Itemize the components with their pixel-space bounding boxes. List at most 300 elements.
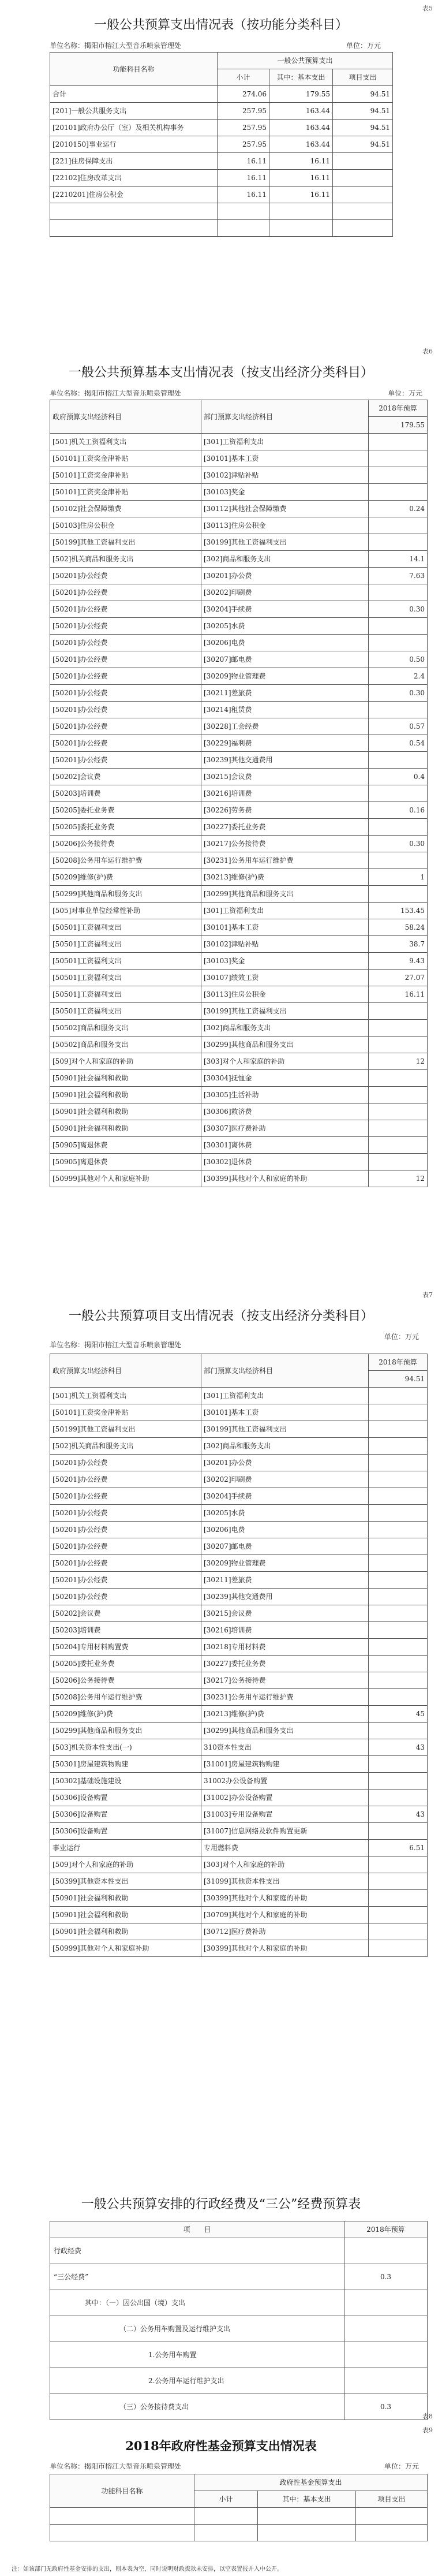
table-row [50, 170, 393, 187]
gov-subject: [50205]委托业务费 [50, 819, 201, 836]
dept-subject: [30218]专用材料费 [201, 1639, 369, 1656]
table-row [50, 1154, 428, 1170]
row-label: 2.公务用车运行维护支出 [50, 2368, 344, 2394]
row-project [333, 153, 393, 170]
amount [369, 752, 428, 769]
table-row [50, 1739, 428, 1756]
header-item: 功能科目名称 [50, 2474, 194, 2508]
table-row [50, 1589, 428, 1605]
amount: 43 [369, 1806, 428, 1823]
dept-subject: [30299]其他商品和服务支出 [201, 1037, 369, 1053]
table-row [50, 702, 428, 718]
table-row [50, 501, 428, 517]
gov-subject: [50102]社会保障缴费 [50, 501, 201, 517]
dept-subject: [30301]离休费 [201, 1137, 369, 1154]
gov-subject: [50905]离退休费 [50, 1137, 201, 1154]
table-row [50, 551, 428, 568]
gov-subject: [50201]办公经费 [50, 752, 201, 769]
gov-subject: [505]对事业单位经常性补助 [50, 903, 201, 919]
gov-subject: [50201]办公经费 [50, 1572, 201, 1589]
dept-subject: 专用燃料费 [201, 1840, 369, 1856]
row-name: [201]一般公共服务支出 [50, 103, 218, 120]
dept-subject: [30215]会议费 [201, 1605, 369, 1622]
gov-subject: [50201]办公经费 [50, 718, 201, 735]
amount [369, 1639, 428, 1656]
table-row [50, 1890, 428, 1907]
row-basic: 16.11 [269, 153, 333, 170]
gov-subject: [50101]工资奖金津补贴 [50, 450, 201, 467]
amount: 0.57 [369, 718, 428, 735]
table-row [50, 1037, 428, 1053]
amount [369, 1890, 428, 1907]
gov-subject: [50203]培训费 [50, 785, 201, 802]
gov-subject: [50201]办公经费 [50, 1555, 201, 1572]
header-group: 政府性基金预算支出 [194, 2474, 428, 2491]
table-row [50, 1756, 428, 1773]
gov-subject: [50502]商品和服务支出 [50, 1037, 201, 1053]
dept-subject: [30399]其他对个人和家庭的补助 [201, 1170, 369, 1187]
amount: 0.30 [369, 836, 428, 852]
gov-subject: [50201]办公经费 [50, 685, 201, 702]
unit-org: 单位名称：揭阳市榕江大型音乐喷泉管理处 [50, 389, 182, 397]
amount: 6.51 [369, 1840, 428, 1856]
unit-label: 单位：万元 [388, 389, 423, 397]
table-row [50, 1522, 428, 1538]
gov-subject: [50901]社会福利和救助 [50, 1120, 201, 1137]
amount [369, 467, 428, 484]
gov-subject: [50901]社会福利和救助 [50, 1890, 201, 1907]
project-expenditure-table [50, 1354, 428, 1957]
row-basic: 163.44 [269, 120, 333, 136]
table-number: 表6 [422, 348, 433, 355]
row-label: 其中：（一）因公出国（境）支出 [50, 2290, 344, 2316]
dept-subject: [30399]其他对个人和家庭的补助 [201, 1940, 369, 1957]
gov-subject: [50502]商品和服务支出 [50, 1020, 201, 1037]
table-row [50, 2264, 428, 2290]
row-basic: 16.11 [269, 187, 333, 203]
amount [369, 819, 428, 836]
gov-subject: [50306]设备购置 [50, 1823, 201, 1840]
table-row [50, 2342, 428, 2368]
table-row [50, 2394, 428, 2420]
row-amount [344, 2342, 428, 2368]
gov-subject: [501]机关工资福利支出 [50, 1388, 201, 1404]
table-row [50, 534, 428, 551]
dept-subject: [30205]水费 [201, 1505, 369, 1522]
dept-subject: [30101]基本工资 [201, 1404, 369, 1421]
table-row [50, 568, 428, 584]
amount [369, 534, 428, 551]
amount: 45 [369, 1706, 428, 1723]
dept-subject: [30206]电费 [201, 635, 369, 651]
dept-subject: [302]商品和服务支出 [201, 551, 369, 568]
table-row [50, 1505, 428, 1522]
table-row [50, 769, 428, 785]
amount [369, 1471, 428, 1488]
amount: 12 [369, 1170, 428, 1187]
dept-subject: [30209]物业管理费 [201, 668, 369, 685]
header-project: 项目支出 [356, 2491, 428, 2508]
amount [369, 1087, 428, 1104]
gov-subject: [50206]公务接待费 [50, 1672, 201, 1689]
table-row [50, 986, 428, 1003]
amount [369, 1488, 428, 1505]
dept-subject: [31001]房屋建筑物购建 [201, 1756, 369, 1773]
gov-subject: [50201]办公经费 [50, 601, 201, 618]
dept-subject: [30227]委托业务费 [201, 1656, 369, 1672]
gov-subject: [50501]工资福利支出 [50, 953, 201, 970]
table-row [50, 1706, 428, 1723]
dept-subject: [301]工资福利支出 [201, 1388, 369, 1404]
table-row [50, 2368, 428, 2394]
table-row [50, 836, 428, 852]
dept-subject: [30231]公务用车运行维护费 [201, 852, 369, 869]
gov-subject: [50299]其他商品和服务支出 [50, 1723, 201, 1739]
amount [369, 517, 428, 534]
header-basic: 其中：基本支出 [258, 2491, 356, 2508]
table-row [50, 2316, 428, 2342]
table-row [50, 903, 428, 919]
amount [369, 1455, 428, 1471]
row-name: [2210201]住房公积金 [50, 187, 218, 203]
dept-subject: [30102]津贴补贴 [201, 936, 369, 953]
header-item: 项 目 [50, 2221, 344, 2238]
amount [369, 1589, 428, 1605]
table-row [50, 1622, 428, 1639]
row-amount [344, 2238, 428, 2264]
table-row [50, 136, 393, 153]
dept-subject: [30217]公务接待费 [201, 1672, 369, 1689]
row-label: 1.公务用车购置 [50, 2342, 344, 2368]
table-row [50, 120, 393, 136]
table-number: 表5 [422, 5, 433, 12]
header-amount: 2018年预算 [369, 1354, 428, 1371]
dept-subject: [30204]手续费 [201, 1488, 369, 1505]
gov-subject: [50201]办公经费 [50, 702, 201, 718]
gov-subject: [50208]公务用车运行维护费 [50, 852, 201, 869]
dept-subject: [301]工资福利支出 [201, 434, 369, 450]
dept-subject: [302]商品和服务支出 [201, 1438, 369, 1455]
row-label: “三公经费” [50, 2264, 344, 2290]
gov-subject: [50201]办公经费 [50, 568, 201, 584]
dept-subject: [30207]邮电费 [201, 651, 369, 668]
amount [369, 1522, 428, 1538]
header-basic: 其中：基本支出 [269, 69, 333, 86]
amount [369, 1923, 428, 1940]
dept-subject: [30206]电费 [201, 1522, 369, 1538]
gov-subject: [50901]社会福利和救助 [50, 1907, 201, 1923]
amount: 0.30 [369, 685, 428, 702]
row-basic: 179.55 [269, 86, 333, 103]
dept-subject: [30213]维修(护)费 [201, 869, 369, 886]
gov-subject: [501]机关工资福利支出 [50, 434, 201, 450]
gov-subject: [50306]设备购置 [50, 1806, 201, 1823]
amount [369, 785, 428, 802]
gov-subject: [502]机关商品和服务支出 [50, 1438, 201, 1455]
dept-subject: [30216]培训费 [201, 1622, 369, 1639]
row-subtotal: 257.95 [218, 136, 269, 153]
table-row [50, 1555, 428, 1572]
amount: 0.50 [369, 651, 428, 668]
dept-subject: [30101]基本工资 [201, 919, 369, 936]
gov-fund-table [50, 2474, 428, 2541]
table-row [50, 86, 393, 103]
gov-subject: [50201]办公经费 [50, 1488, 201, 1505]
table-row [50, 434, 428, 450]
amount [369, 1773, 428, 1790]
table-row [50, 869, 428, 886]
header-gov-subject: 政府预算支出经济科目 [50, 400, 201, 434]
dept-subject: [31003]专用设备购置 [201, 1806, 369, 1823]
table-row [50, 1120, 428, 1137]
amount [369, 450, 428, 467]
amount: 14.1 [369, 551, 428, 568]
amount [369, 1020, 428, 1037]
dept-subject: [30304]抚恤金 [201, 1070, 369, 1087]
amount [369, 1723, 428, 1739]
table-row [50, 1170, 428, 1187]
gov-subject: [50905]离退休费 [50, 1154, 201, 1170]
unit-label: 单位：万元 [346, 42, 381, 50]
unit-org: 单位名称：揭阳市榕江大型音乐喷泉管理处 [50, 1341, 182, 1349]
gov-subject: [50201]办公经费 [50, 1589, 201, 1605]
gov-subject: [50202]会议费 [50, 1605, 201, 1622]
row-name: [221]住房保障支出 [50, 153, 218, 170]
amount [369, 1104, 428, 1120]
gov-subject: [50399]其他资本性支出 [50, 1873, 201, 1890]
amount [369, 852, 428, 869]
dept-subject: [30199]其他工资福利支出 [201, 534, 369, 551]
table-row [50, 1940, 428, 1957]
row-name: [2010150]事业运行 [50, 136, 218, 153]
table-row [50, 1438, 428, 1455]
table-row [50, 668, 428, 685]
table-row [50, 1488, 428, 1505]
table-row [50, 1572, 428, 1589]
amount [369, 1572, 428, 1589]
amount: 0.54 [369, 735, 428, 752]
dept-subject: [30207]邮电费 [201, 1538, 369, 1555]
amount [369, 1438, 428, 1455]
gov-subject: [50199]其他工资福利支出 [50, 1421, 201, 1438]
dept-subject: [30299]其他商品和服务支出 [201, 1723, 369, 1739]
table-row [50, 517, 428, 534]
table-row [50, 618, 428, 635]
table-row [50, 1806, 428, 1823]
header-gov-subject: 政府预算支出经济科目 [50, 1354, 201, 1388]
dept-subject: [30209]物业管理费 [201, 1555, 369, 1572]
gov-subject: [509]对个人和家庭的补助 [50, 1856, 201, 1873]
gov-subject: [50301]房屋建筑物购建 [50, 1756, 201, 1773]
gov-subject: [50204]专用材料购置费 [50, 1639, 201, 1656]
row-basic: 16.11 [269, 170, 333, 187]
dept-subject: [303]对个人和家庭的补助 [201, 1856, 369, 1873]
gov-subject: [50901]社会福利和救助 [50, 1087, 201, 1104]
amount [369, 1940, 428, 1957]
gov-subject: [50103]住房公积金 [50, 517, 201, 534]
table-row [50, 1689, 428, 1706]
table-row [50, 953, 428, 970]
dept-subject: [30399]其他对个人和家庭的补助 [201, 1890, 369, 1907]
gov-subject: [50201]办公经费 [50, 735, 201, 752]
row-label: 行政经费 [50, 2238, 344, 2264]
row-name: [22102]住房改革支出 [50, 170, 218, 187]
amount [369, 1154, 428, 1170]
gov-subject: [50501]工资福利支出 [50, 1003, 201, 1020]
table-row [50, 1873, 428, 1890]
row-label: （二）公务用车购置及运行维护支出 [50, 2316, 344, 2342]
table-row [50, 802, 428, 819]
header-amount: 2018年预算 [344, 2221, 428, 2238]
dept-subject: [30302]退休费 [201, 1154, 369, 1170]
amount [369, 1873, 428, 1890]
unit-org: 单位名称：揭阳市榕江大型音乐喷泉管理处 [50, 42, 182, 50]
header-group: 一般公共预算支出 [218, 53, 393, 69]
table-row [50, 1404, 428, 1421]
amount [369, 1037, 428, 1053]
amount [369, 1404, 428, 1421]
amount [369, 1656, 428, 1672]
header-dept-subject: 部门预算支出经济科目 [201, 1354, 369, 1388]
amount [369, 484, 428, 501]
gov-subject: [50501]工资福利支出 [50, 970, 201, 986]
total-amount: 94.51 [369, 1371, 428, 1388]
amount [369, 1856, 428, 1873]
amount: 7.63 [369, 568, 428, 584]
amount: 27.07 [369, 970, 428, 986]
header-subtotal: 小计 [194, 2491, 258, 2508]
table-row [50, 1605, 428, 1622]
amount: 43 [369, 1739, 428, 1756]
gov-subject: [50999]其他对个人和家庭补助 [50, 1170, 201, 1187]
dept-subject: [30226]劳务费 [201, 802, 369, 819]
table-row [50, 1823, 428, 1840]
amount [369, 886, 428, 903]
dept-subject: [30113]住房公积金 [201, 517, 369, 534]
unit-label: 单位：万元 [384, 1333, 419, 1341]
amount: 38.7 [369, 936, 428, 953]
amount [369, 1421, 428, 1438]
amount [369, 584, 428, 601]
dept-subject: [30102]津贴补贴 [201, 467, 369, 484]
gov-subject: [50205]委托业务费 [50, 1656, 201, 1672]
dept-subject: [30307]医疗费补助 [201, 1120, 369, 1137]
amount: 9.43 [369, 953, 428, 970]
gov-subject: [50199]其他工资福利支出 [50, 534, 201, 551]
amount [369, 1790, 428, 1806]
row-amount [344, 2368, 428, 2394]
gov-subject: [50201]办公经费 [50, 1522, 201, 1538]
amount [369, 1756, 428, 1773]
row-basic: 163.44 [269, 136, 333, 153]
amount: 153.45 [369, 903, 428, 919]
table-title: 一般公共预算项目支出情况表（按支出经济分类科目） [68, 1309, 373, 1324]
dept-subject: [30202]印刷费 [201, 1471, 369, 1488]
gov-subject: [50201]办公经费 [50, 618, 201, 635]
dept-subject: [30227]委托业务费 [201, 819, 369, 836]
table-row [50, 601, 428, 618]
dept-subject: [31007]信息网络及软件购置更新 [201, 1823, 369, 1840]
dept-subject: [31002]办公设备购置 [201, 1790, 369, 1806]
gov-subject: [50201]办公经费 [50, 1505, 201, 1522]
gov-subject: [50901]社会福利和救助 [50, 1104, 201, 1120]
table-row [50, 1907, 428, 1923]
dept-subject: [30709]其他对个人和家庭的补助 [201, 1907, 369, 1923]
gov-subject: [50501]工资福利支出 [50, 936, 201, 953]
row-basic: 163.44 [269, 103, 333, 120]
dept-subject: [30231]公务用车运行维护费 [201, 1689, 369, 1706]
dept-subject: [30213]维修(护)费 [201, 1706, 369, 1723]
gov-subject: [50501]工资福利支出 [50, 986, 201, 1003]
amount [369, 1388, 428, 1404]
table-row [50, 1104, 428, 1120]
table-row [50, 718, 428, 735]
row-project: 94.51 [333, 103, 393, 120]
gov-subject: [50101]工资奖金津补贴 [50, 467, 201, 484]
table-row [50, 450, 428, 467]
dept-subject: [30211]差旅费 [201, 685, 369, 702]
gov-subject: [50299]其他商品和服务支出 [50, 886, 201, 903]
table-row [50, 1020, 428, 1037]
row-label: （三）公务接待费支出 [50, 2394, 344, 2420]
gov-subject: [50201]办公经费 [50, 584, 201, 601]
gov-subject: [50201]办公经费 [50, 635, 201, 651]
row-subtotal: 16.11 [218, 187, 269, 203]
table-row [50, 1455, 428, 1471]
dept-subject: [30305]生活补助 [201, 1087, 369, 1104]
dept-subject: [30228]工会经费 [201, 718, 369, 735]
row-amount [344, 2316, 428, 2342]
table-row [50, 886, 428, 903]
gov-subject: [50209]维修(护)费 [50, 1706, 201, 1723]
gov-subject: [50202]会议费 [50, 769, 201, 785]
dept-subject: [30113]住房公积金 [201, 986, 369, 1003]
dept-subject: [30112]其他社会保障缴费 [201, 501, 369, 517]
dept-subject: [30103]奖金 [201, 484, 369, 501]
table-row [50, 1421, 428, 1438]
dept-subject: [30215]会议费 [201, 769, 369, 785]
table-row [50, 1923, 428, 1940]
dept-subject: [30214]租赁费 [201, 702, 369, 718]
amount [369, 702, 428, 718]
dept-subject: [30201]办公费 [201, 1455, 369, 1471]
dept-subject: [30205]水费 [201, 618, 369, 635]
amount [369, 1003, 428, 1020]
table-row [50, 1471, 428, 1488]
table-title: 一般公共预算支出情况表（按功能分类科目） [93, 18, 348, 32]
table-row [50, 1656, 428, 1672]
table-row [50, 819, 428, 836]
dept-subject: [30217]公务接待费 [201, 836, 369, 852]
total-amount: 179.55 [369, 417, 428, 434]
table-title: 一般公共预算安排的行政经费及“三公”经费预算表 [81, 2197, 361, 2212]
table-row [50, 1087, 428, 1104]
table-row [50, 1388, 428, 1404]
header-project: 项目支出 [333, 69, 393, 86]
table-row [50, 187, 393, 203]
gov-subject: [503]机关资本性支出(一) [50, 1739, 201, 1756]
table-row [50, 1840, 428, 1856]
row-project [333, 170, 393, 187]
gov-subject: [50901]社会福利和救助 [50, 1070, 201, 1087]
row-amount [344, 2290, 428, 2316]
table-row [50, 1003, 428, 1020]
table-row [50, 651, 428, 668]
dept-subject: [30103]奖金 [201, 953, 369, 970]
amount [369, 1070, 428, 1087]
gov-subject: [50302]基础设施建设 [50, 1773, 201, 1790]
table-row [50, 970, 428, 986]
